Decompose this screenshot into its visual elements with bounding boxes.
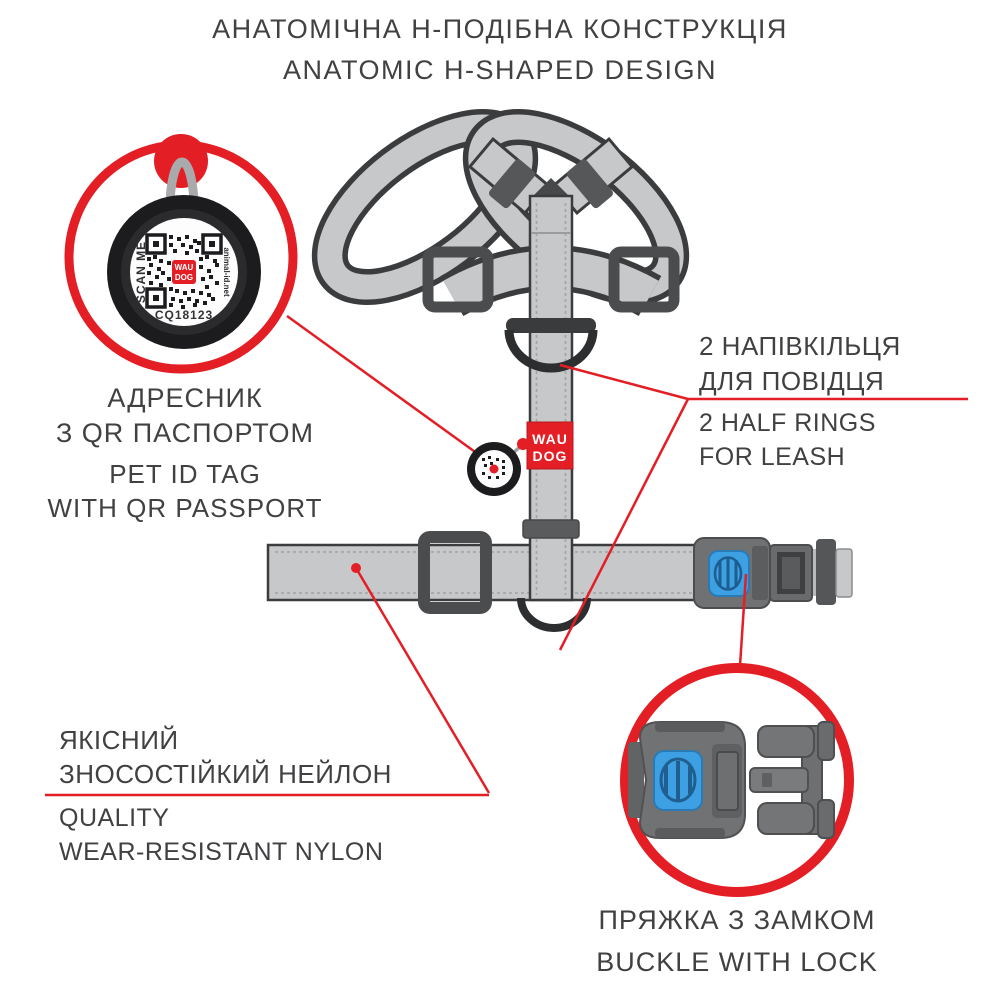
qr-logo-line1: WAU	[174, 263, 194, 272]
tag-scan-me-text: SCAN ME	[134, 240, 148, 304]
callout-nylon-ua-line1: ЯКІСНИЙ	[59, 725, 179, 755]
title-ua: АНАТОМІЧНА Н-ПОДІБНА КОНСТРУКЦІЯ	[212, 14, 788, 44]
buckle-zoom-circle	[625, 668, 849, 892]
callout-buckle-ua: ПРЯЖКА З ЗАМКОМ	[598, 905, 876, 935]
leader-top-ring	[560, 365, 688, 399]
buckle-male-half	[750, 722, 834, 838]
callout-nylon-ua-line2: ЗНОСОСТІЙКИЙ НЕЙЛОН	[59, 759, 392, 789]
callout-pet-id-en-line2: WITH QR PASSPORT	[47, 493, 323, 523]
callout-nylon-en-line1: QUALITY	[59, 804, 170, 832]
buckle-lock-button	[654, 751, 702, 810]
tag-code-text: CQ18123	[154, 308, 214, 322]
callout-half-rings-en-line2: FOR LEASH	[699, 443, 846, 471]
callout-half-rings-en-line1: 2 HALF RINGS	[699, 409, 876, 437]
qr-logo-line2: DOG	[174, 273, 194, 282]
callout-pet-id-ua-line2: З QR ПАСПОРТОМ	[55, 418, 315, 448]
lower-half-ring	[521, 598, 587, 628]
waudog-label	[527, 422, 573, 469]
harness-vertical-strap	[530, 196, 572, 600]
vertical-strap-keeper	[523, 520, 579, 538]
callout-pet-id-en-line1: PET ID TAG	[109, 459, 261, 489]
callout-buckle-en: BUCKLE WITH LOCK	[596, 947, 878, 977]
strap-buckle	[694, 538, 852, 608]
waudog-label-line1: WAU	[532, 431, 568, 447]
pet-tag-zoom-circle	[69, 134, 293, 369]
buckle-female-half	[628, 722, 745, 838]
qr-center-logo	[172, 260, 196, 284]
waudog-label-line2: DOG	[532, 448, 568, 464]
small-pet-tag	[467, 438, 529, 496]
callout-nylon-en-line2: WEAR-RESISTANT NYLON	[59, 838, 384, 866]
nylon-anchor-dot	[351, 563, 361, 573]
callout-pet-id-ua-line1: АДРЕСНИК	[107, 383, 263, 413]
tag-site-text: animal-id.net	[222, 247, 231, 297]
callout-half-rings-ua-line2: ДЛЯ ПОВІДЦЯ	[699, 366, 885, 396]
callout-half-rings-ua-line1: 2 НАПІВКІЛЬЦЯ	[699, 331, 901, 361]
harness-illustration	[268, 96, 852, 628]
title-en: ANATOMIC H-SHAPED DESIGN	[282, 55, 718, 85]
